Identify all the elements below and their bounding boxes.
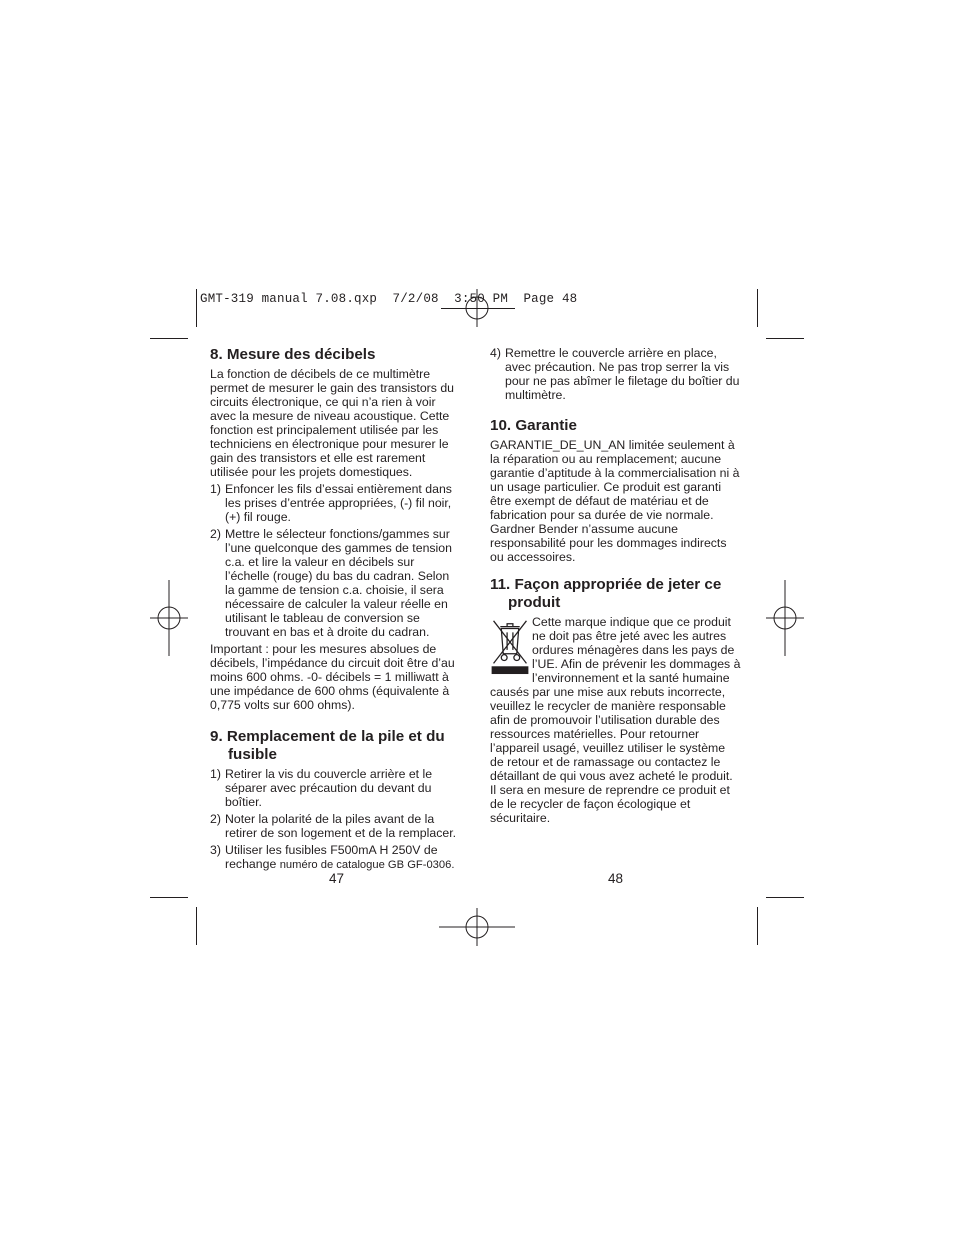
section-8-title: 8. Mesure des décibels [210, 346, 376, 363]
list-item-text: Mettre le sélecteur fonctions/gammes sur l’une quelconque des gammes de tension c.a. et lire la valeur en décibels sur l’échelle (rouge) du bas du cadran. Selon la gamme de tension c.a. choisie, il sera nécessaire de calculer la valeur réelle en utilisant le tableau de conversion se trouvant en bas et à droite du cadran. [225, 527, 452, 639]
list-item-text: Utiliser les fusibles F500mA H 250V de rechange [225, 843, 438, 871]
list-item [210, 843, 462, 872]
section-11-title: 11. Façon appropriée de jeter ce produit [490, 576, 722, 611]
list-item-number: 2) [210, 527, 221, 541]
crop-mark-top-right-v [757, 289, 758, 327]
section-8-intro: La fonction de décibels de ce multimètre permet de mesurer le gain des transistors du circuits électronique, ce qui n’a rien à voir avec la mesure de niveau acoustique. Cette fonction est principalement utilisée par les techniciens en électronique pour mesurer le gain des transistors et elle est rarement utilisée pour les projets domestiques. [210, 367, 455, 479]
crop-mark-top-left-h [150, 338, 188, 339]
weee-text-line: ne doit pas être jeté avec les autres [532, 629, 727, 643]
section-9-title: 9. Remplacement de la pile et du fusible [210, 728, 445, 763]
right-page-column [490, 346, 742, 825]
list-item-number: 3) [210, 843, 221, 857]
list-item-text: Remettre le couvercle arrière en place, avec précaution. Ne pas trop serrer la vis pour ne pas abîmer le filetage du boîtier du multimètre. [505, 346, 740, 402]
section-8-important-note: Important : pour les mesures absolues de décibels, l’impédance du circuit doit être d’au moins 600 ohms. -0- décibels = 1 milliwatt à une impédance de 600 ohms (équivalente à 0,775 volts sur 600 ohms). [210, 642, 455, 712]
list-item-text: Noter la polarité de la piles avant de la retirer de son logement et de la remplacer. [225, 812, 457, 840]
print-slug: GMT-319 manual 7.08.qxp 7/2/08 3:50 PM Page 48 [200, 292, 578, 306]
list-item-number: 1) [210, 482, 221, 496]
crossed-out-wheelie-bin-icon [490, 615, 530, 675]
registration-crosshair-icon [150, 580, 188, 656]
list-item-text: Enfoncer les fils d’essai entièrement dans les prises d’entrée appropriées, (-) fil noir, (+) fil rouge. [225, 482, 452, 524]
section-10-body: GARANTIE_DE_UN_AN limitée seulement à la réparation ou au remplacement; aucune garantie d’aptitude à la commercialisation ni à un usage particulier. Ce produit est garanti être exempt de défaut de matériau et de fabrication pour sa durée de vie normale. Gardner Bender n’assume aucune responsabilité pour les dommages indirects ou accessoires. [490, 438, 740, 564]
crop-mark-bottom-right-v [757, 907, 758, 945]
list-item [210, 812, 462, 840]
crop-mark-bottom-right-h [766, 897, 804, 898]
list-item-number: 1) [210, 767, 221, 781]
crop-mark-bottom-left-h [150, 897, 188, 898]
left-page-column [210, 346, 462, 875]
registration-crosshair-icon [439, 908, 515, 946]
section-10-title: 10. Garantie [490, 417, 577, 434]
list-item [210, 527, 462, 639]
page-number-left: 47 [329, 871, 345, 886]
crop-mark-bottom-left-v [196, 907, 197, 945]
list-item [210, 482, 462, 524]
section-11-body: causés par une mise aux rebuts incorrecte, veuillez le recycler de manière responsable afin de promouvoir l’utilisation durable des ressources matérielles. Pour retourner l’appareil usagé, veuillez utiliser le système de retour et de ramassage ou contactez le détaillant de qui vous avez acheté le produit. Il sera en mesure de reprendre ce produit et de le recycler de façon écologique et sécuritaire. [490, 685, 733, 825]
crop-mark-top-left-v [196, 289, 197, 327]
weee-text-line: l’UE. Afin de prévenir les dommages à [532, 657, 741, 671]
list-item-number: 4) [490, 346, 501, 360]
page-number-right: 48 [608, 871, 624, 886]
weee-block [490, 615, 742, 825]
list-item-text: Retirer la vis du couvercle arrière et le séparer avec précaution du devant du boîtier. [225, 767, 433, 809]
list-item [490, 346, 742, 402]
weee-text-line: l’environnement et la santé humaine [532, 671, 730, 685]
weee-text-line: Cette marque indique que ce produit [532, 615, 731, 629]
list-item [210, 767, 462, 809]
registration-crosshair-icon [439, 289, 515, 327]
list-item-number: 2) [210, 812, 221, 826]
registration-crosshair-icon [766, 580, 804, 656]
weee-text-line: ordures ménagères dans les pays de [532, 643, 735, 657]
crop-mark-top-right-h [766, 338, 804, 339]
catalog-number-text: numéro de catalogue GB GF-0306. [279, 859, 455, 871]
